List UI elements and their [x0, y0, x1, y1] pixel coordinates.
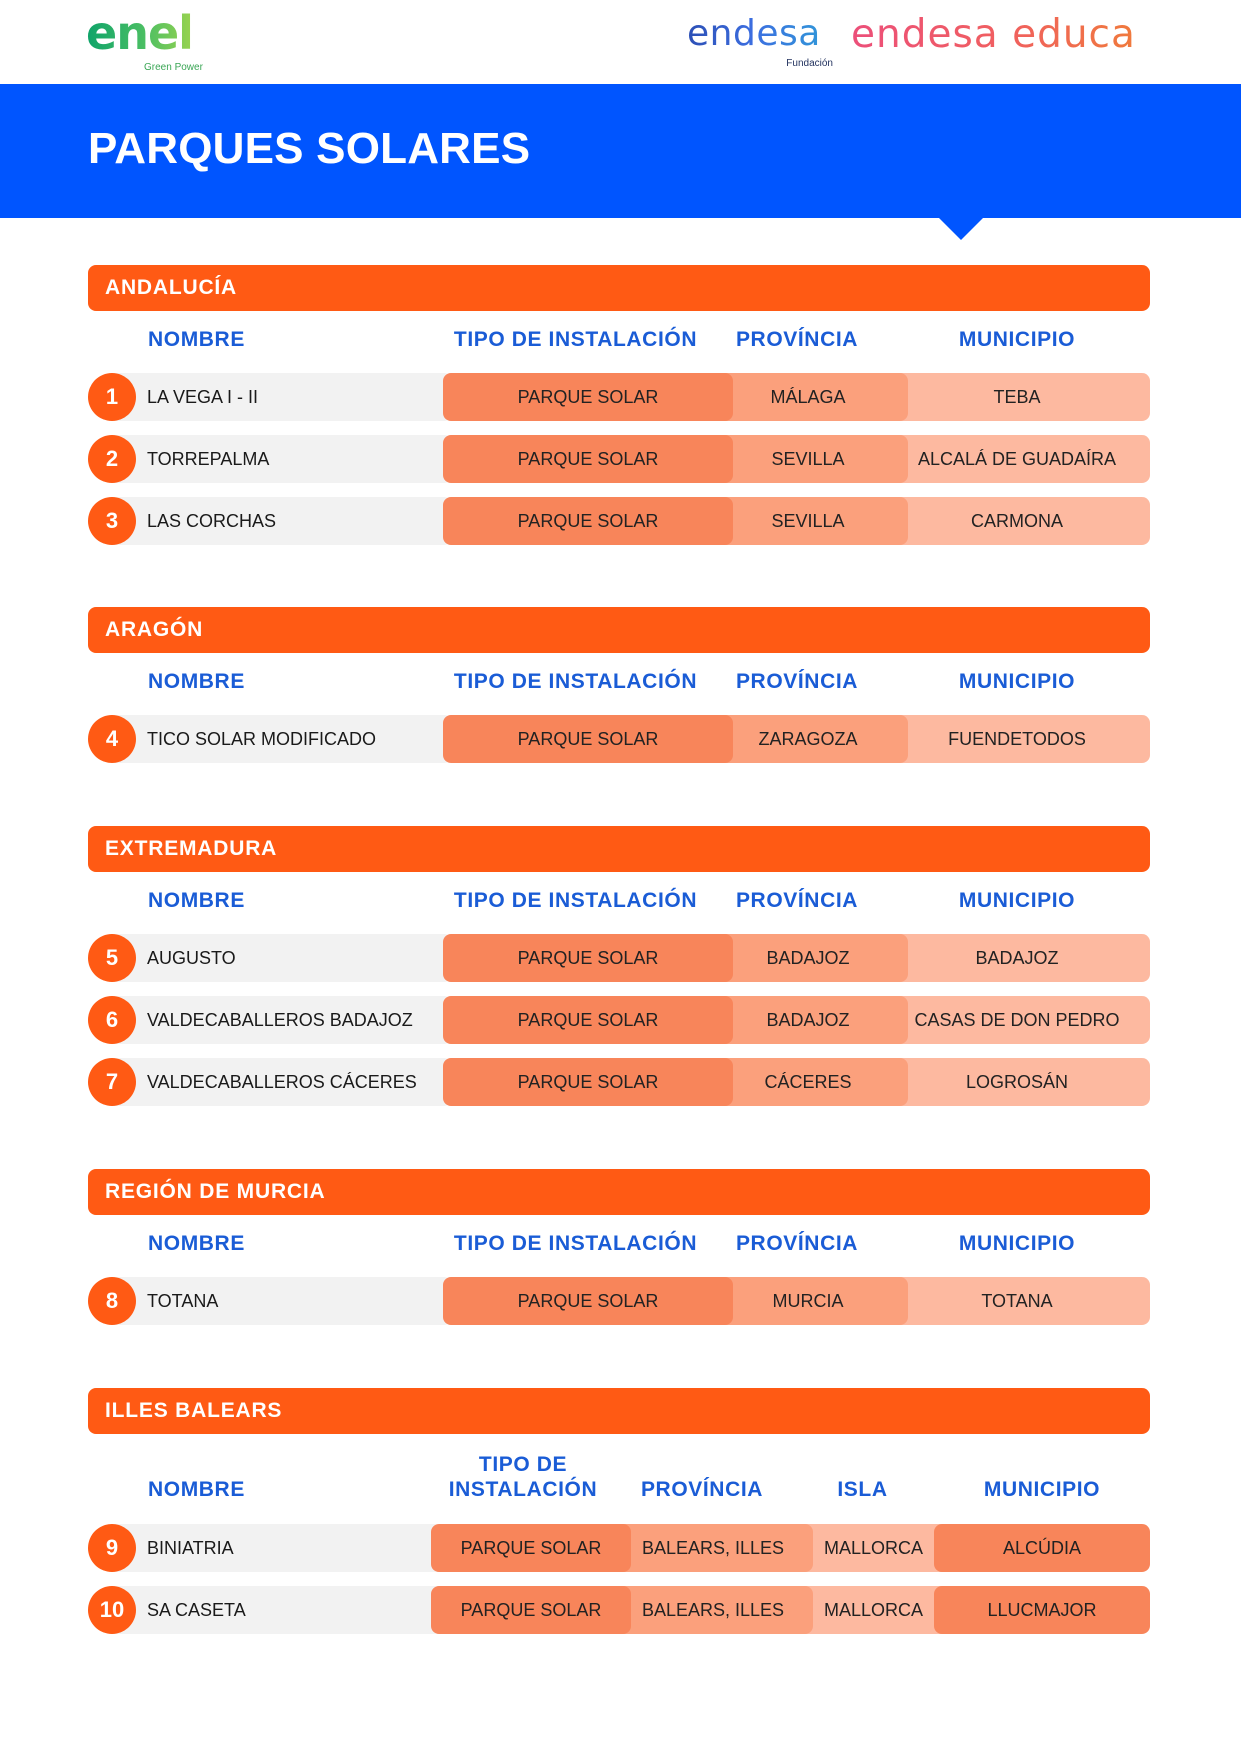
- region-section: [88, 1388, 1150, 1648]
- table-row: [88, 373, 1150, 421]
- cell-municipio: CARMONA: [884, 497, 1150, 545]
- row-number-badge: 6: [88, 996, 136, 1044]
- header-tipo: TIPO DE INSTALACIÓN: [453, 889, 698, 912]
- cell-tipo: PARQUE SOLAR: [443, 1277, 733, 1325]
- row-number-badge: 1: [88, 373, 136, 421]
- header-provincia: PROVÍNCIA: [735, 670, 859, 693]
- header-provincia: PROVÍNCIA: [735, 889, 859, 912]
- row-number-badge: 10: [88, 1586, 136, 1634]
- endesa-fundacion-logo: [687, 13, 833, 72]
- cell-nombre: AUGUSTO: [112, 934, 452, 982]
- endesa-educa-logo: endesa educa: [851, 12, 1136, 57]
- region-title-bar: ILLES BALEARS: [88, 1388, 1150, 1434]
- table-row: [88, 1586, 1150, 1634]
- cell-nombre: SA CASETA: [112, 1586, 442, 1634]
- enel-tagline: Green Power: [144, 62, 203, 73]
- region-section: [88, 1169, 1150, 1339]
- banner-notch: [939, 218, 983, 240]
- cell-municipio: ALCALÁ DE GUADAÍRA: [884, 435, 1150, 483]
- cell-isla: MALLORCA: [791, 1524, 956, 1572]
- cell-nombre: VALDECABALLEROS CÁCERES: [112, 1058, 452, 1106]
- cell-nombre: LAS CORCHAS: [112, 497, 452, 545]
- header-municipio: MUNICIPIO: [958, 328, 1076, 351]
- cell-municipio: ALCÚDIA: [934, 1524, 1150, 1572]
- cell-municipio: LOGROSÁN: [884, 1058, 1150, 1106]
- region-section: [88, 607, 1150, 777]
- cell-tipo: PARQUE SOLAR: [431, 1586, 631, 1634]
- row-number-badge: 8: [88, 1277, 136, 1325]
- cell-provincia: SEVILLA: [708, 497, 908, 545]
- cell-provincia: SEVILLA: [708, 435, 908, 483]
- cell-tipo: PARQUE SOLAR: [443, 497, 733, 545]
- header-tipo: TIPO DE INSTALACIÓN: [453, 328, 698, 351]
- table-header: [88, 872, 1150, 934]
- table-row: [88, 1524, 1150, 1572]
- table-row: [88, 715, 1150, 763]
- region-title-bar: EXTREMADURA: [88, 826, 1150, 872]
- page-title: PARQUES SOLARES: [88, 124, 531, 173]
- cell-provincia: BADAJOZ: [708, 934, 908, 982]
- header-tipo: TIPO DE INSTALACIÓN: [453, 1232, 698, 1255]
- cell-municipio: TOTANA: [884, 1277, 1150, 1325]
- cell-isla: MALLORCA: [791, 1586, 956, 1634]
- header-provincia: PROVÍNCIA: [735, 1232, 859, 1255]
- header-nombre: NOMBRE: [148, 889, 245, 912]
- title-banner: [0, 84, 1241, 218]
- cell-municipio: CASAS DE DON PEDRO: [884, 996, 1150, 1044]
- region-section: [88, 265, 1150, 559]
- header-municipio: MUNICIPIO: [958, 1232, 1076, 1255]
- header-provincia: PROVÍNCIA: [640, 1478, 764, 1501]
- header-nombre: NOMBRE: [148, 1478, 245, 1501]
- logo-bar: [0, 0, 1241, 84]
- row-number-badge: 4: [88, 715, 136, 763]
- header-tipo: TIPO DE INSTALACIÓN: [453, 670, 698, 693]
- header-nombre: NOMBRE: [148, 1232, 245, 1255]
- table-row: [88, 435, 1150, 483]
- cell-tipo: PARQUE SOLAR: [431, 1524, 631, 1572]
- region-section: [88, 826, 1150, 1120]
- table-row: [88, 1058, 1150, 1106]
- header-tipo: TIPO DE INSTALACIÓN: [448, 1453, 598, 1501]
- cell-municipio: LLUCMAJOR: [934, 1586, 1150, 1634]
- enel-wordmark: enel: [86, 6, 193, 60]
- cell-nombre: TICO SOLAR MODIFICADO: [112, 715, 452, 763]
- cell-tipo: PARQUE SOLAR: [443, 373, 733, 421]
- cell-tipo: PARQUE SOLAR: [443, 715, 733, 763]
- region-title-bar: REGIÓN DE MURCIA: [88, 1169, 1150, 1215]
- cell-provincia: MURCIA: [708, 1277, 908, 1325]
- cell-tipo: PARQUE SOLAR: [443, 996, 733, 1044]
- cell-provincia: BALEARS, ILLES: [613, 1524, 813, 1572]
- row-number-badge: 2: [88, 435, 136, 483]
- region-title-bar: ANDALUCÍA: [88, 265, 1150, 311]
- endesa-wordmark: endesa: [687, 16, 833, 52]
- header-nombre: NOMBRE: [148, 670, 245, 693]
- cell-municipio: FUENDETODOS: [884, 715, 1150, 763]
- header-municipio: MUNICIPIO: [983, 1478, 1101, 1501]
- table-row: [88, 497, 1150, 545]
- region-title-bar: ARAGÓN: [88, 607, 1150, 653]
- table-row: [88, 934, 1150, 982]
- header-municipio: MUNICIPIO: [958, 889, 1076, 912]
- row-number-badge: 9: [88, 1524, 136, 1572]
- cell-nombre: LA VEGA I - II: [112, 373, 452, 421]
- cell-municipio: TEBA: [884, 373, 1150, 421]
- cell-provincia: MÁLAGA: [708, 373, 908, 421]
- cell-provincia: ZARAGOZA: [708, 715, 908, 763]
- cell-provincia: CÁCERES: [708, 1058, 908, 1106]
- header-provincia: PROVÍNCIA: [735, 328, 859, 351]
- table-row: [88, 996, 1150, 1044]
- row-number-badge: 3: [88, 497, 136, 545]
- row-number-badge: 5: [88, 934, 136, 982]
- cell-nombre: VALDECABALLEROS BADAJOZ: [112, 996, 452, 1044]
- fundacion-label: Fundación: [786, 58, 833, 69]
- table-header: [88, 311, 1150, 373]
- cell-provincia: BALEARS, ILLES: [613, 1586, 813, 1634]
- cell-provincia: BADAJOZ: [708, 996, 908, 1044]
- header-nombre: NOMBRE: [148, 328, 245, 351]
- table-row: [88, 1277, 1150, 1325]
- table-header: [88, 653, 1150, 715]
- header-isla: ISLA: [837, 1478, 888, 1501]
- cell-nombre: BINIATRIA: [112, 1524, 442, 1572]
- table-header: [88, 1434, 1150, 1524]
- row-number-badge: 7: [88, 1058, 136, 1106]
- table-header: [88, 1215, 1150, 1277]
- cell-tipo: PARQUE SOLAR: [443, 435, 733, 483]
- cell-nombre: TOTANA: [112, 1277, 452, 1325]
- enel-logo: [86, 6, 203, 73]
- cell-tipo: PARQUE SOLAR: [443, 934, 733, 982]
- cell-nombre: TORREPALMA: [112, 435, 452, 483]
- header-municipio: MUNICIPIO: [958, 670, 1076, 693]
- cell-municipio: BADAJOZ: [884, 934, 1150, 982]
- cell-tipo: PARQUE SOLAR: [443, 1058, 733, 1106]
